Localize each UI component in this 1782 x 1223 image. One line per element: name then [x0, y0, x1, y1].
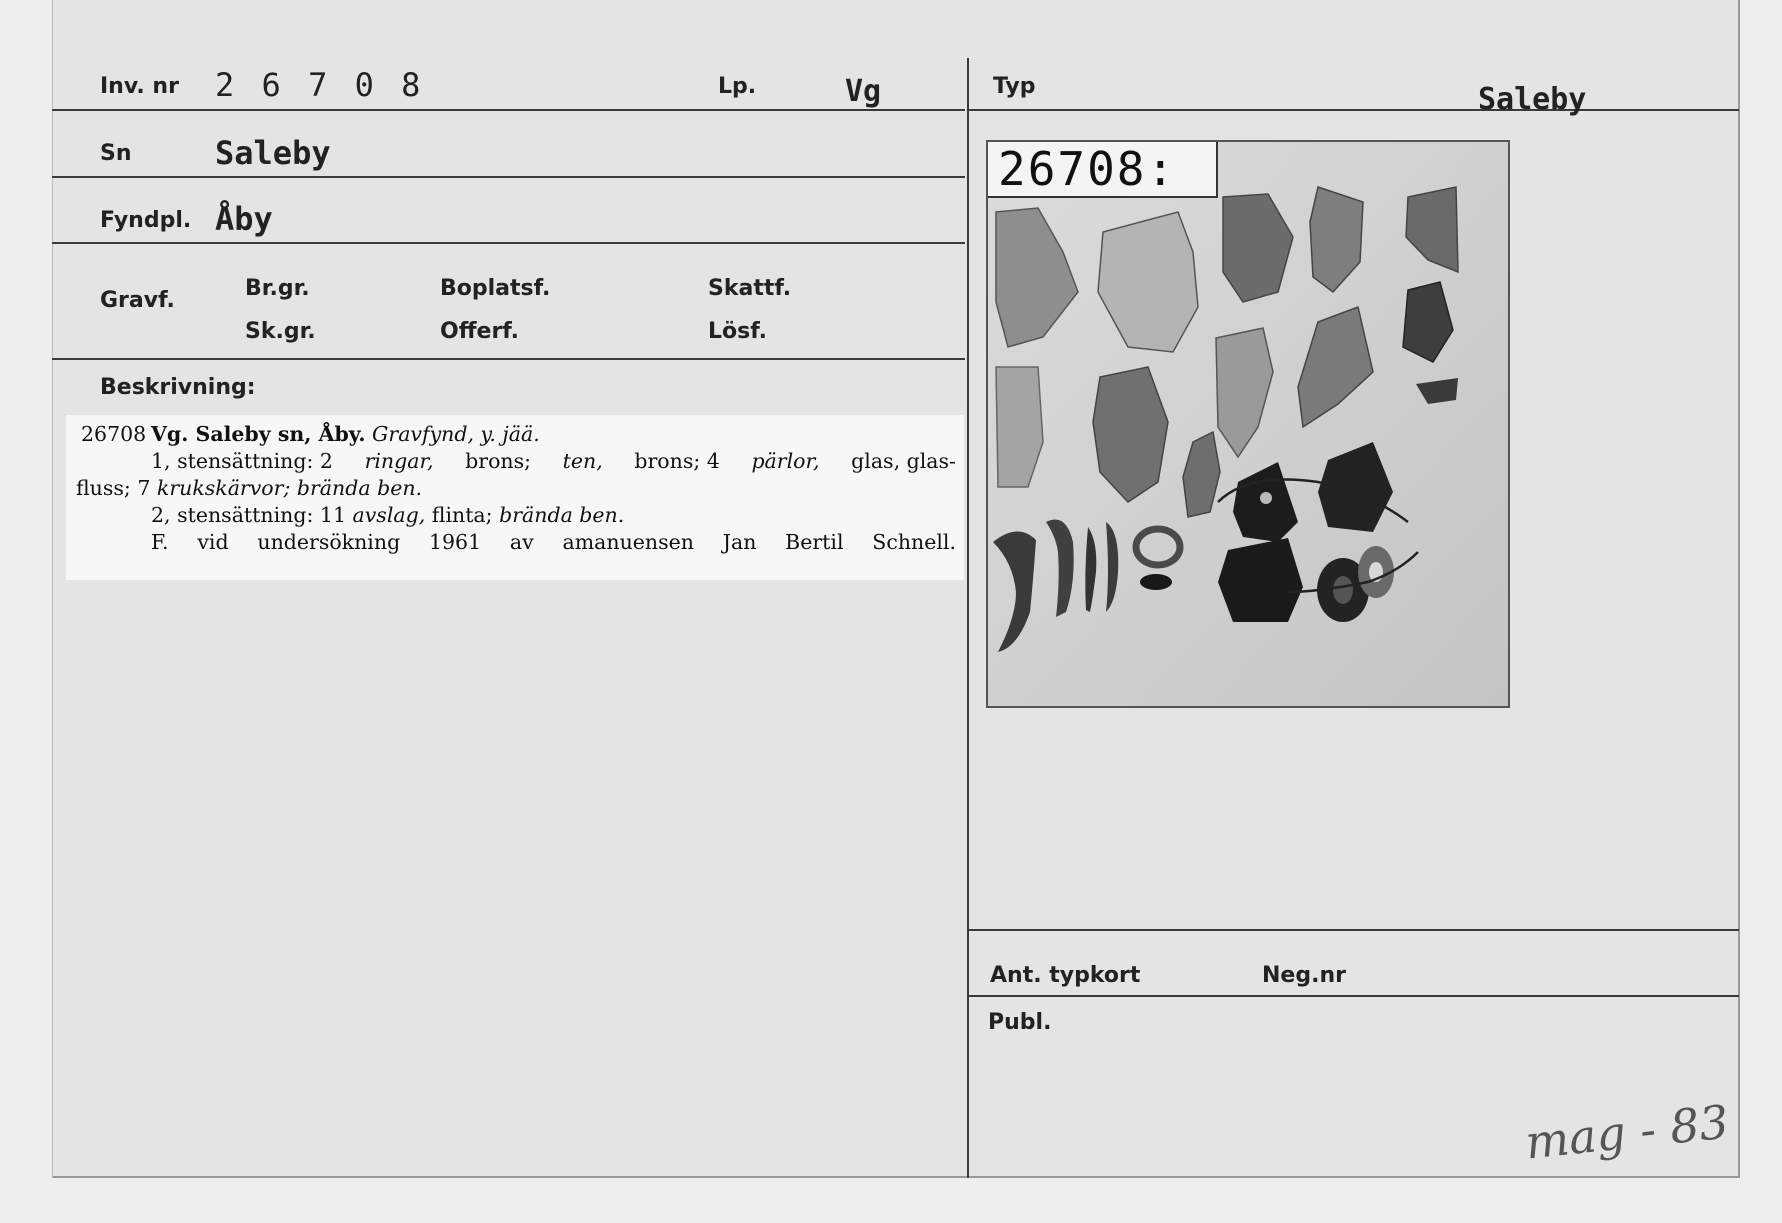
rule-typkort-top	[969, 929, 1739, 931]
line2-segment: ten,	[562, 449, 603, 473]
rule-typkort-bottom	[969, 995, 1739, 997]
artifact-photo	[986, 140, 1510, 708]
skgr-label: Sk.gr.	[245, 319, 316, 344]
line3-segment: krukskärvor; brända ben.	[156, 476, 423, 500]
inv-value: 2 6 7 0 8	[215, 66, 425, 104]
rule-sn	[52, 176, 965, 178]
fyndpl-value: Åby	[215, 200, 273, 238]
line4-segment: avslag,	[352, 503, 426, 527]
losf-label: Lösf.	[708, 319, 767, 344]
description-number: 26708	[81, 422, 147, 446]
line4-segment: 2, stensättning: 11	[151, 503, 353, 527]
skattf-label: Skattf.	[708, 276, 792, 301]
line2-segment: glas, glas-	[844, 449, 956, 473]
offerf-label: Offerf.	[440, 319, 520, 344]
gravf-label: Gravf.	[100, 288, 175, 313]
rule-inv	[52, 109, 965, 111]
sn-value: Saleby	[215, 134, 331, 172]
line3-segment: fluss; 7	[76, 476, 157, 500]
lp-label: Lp.	[718, 74, 757, 99]
typ-value: Saleby	[1478, 82, 1587, 117]
description-line-4	[151, 502, 624, 529]
description-line-1	[151, 421, 540, 448]
handwritten-note: mag - 83	[1522, 1094, 1732, 1170]
brgr-label: Br.gr.	[245, 276, 310, 301]
column-divider	[967, 58, 969, 1178]
description-slip	[66, 415, 964, 580]
description-find-type: Gravfynd, y. jää.	[372, 422, 540, 446]
line2-segment: 1, stensättning: 2	[151, 449, 340, 473]
description-line-3	[76, 475, 422, 502]
line4-segment: flinta;	[425, 503, 500, 527]
description-line-2	[151, 448, 956, 475]
lp-value: Vg	[845, 74, 882, 109]
photo-inventory-label: 26708:	[986, 140, 1218, 198]
description-line-5: F. vid undersökning 1961 av amanuensen Jan Bertil Schnell.	[151, 530, 956, 554]
rule-fyndpl	[52, 242, 965, 244]
rule-gravf	[52, 358, 965, 360]
typ-label: Typ	[993, 74, 1036, 99]
sn-label: Sn	[100, 141, 132, 166]
publ-label: Publ.	[988, 1010, 1052, 1035]
boplatsf-label: Boplatsf.	[440, 276, 551, 301]
description-heading: Vg. Saleby sn, Åby.	[151, 422, 366, 446]
line4-segment: brända ben.	[499, 503, 625, 527]
line2-segment: brons;	[458, 449, 538, 473]
inv-label: Inv. nr	[100, 74, 179, 99]
artifact-photo-image	[988, 142, 1508, 706]
line2-segment: pärlor,	[751, 449, 820, 473]
rule-typ	[969, 109, 1739, 111]
beskrivning-label: Beskrivning:	[100, 375, 256, 400]
ant-typkort-label: Ant. typkort	[990, 963, 1141, 988]
line2-segment: ringar,	[364, 449, 434, 473]
neg-nr-label: Neg.nr	[1262, 963, 1346, 988]
fyndpl-label: Fyndpl.	[100, 208, 192, 233]
line2-segment: brons; 4	[627, 449, 727, 473]
